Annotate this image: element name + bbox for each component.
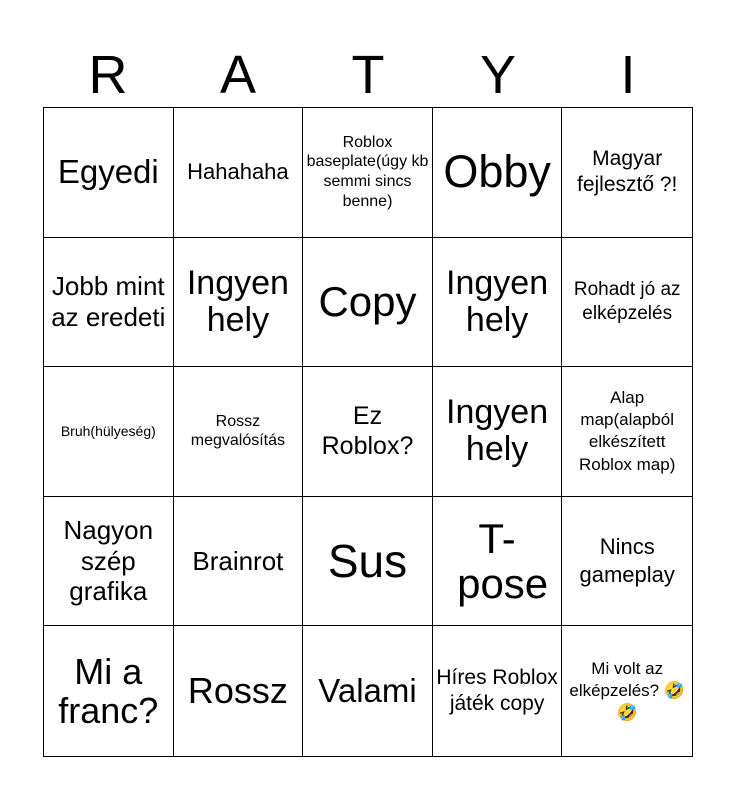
bingo-header (43, 40, 693, 110)
bingo-cell-r2c4[interactable] (433, 238, 563, 368)
cell-text: Magyar fejlesztő ?! (577, 147, 678, 197)
cell-text: Rossz (187, 670, 288, 712)
cell-text: Ingyen hely (446, 393, 549, 469)
header-letter-r: R (88, 45, 128, 105)
bingo-cell-r1c2[interactable] (174, 108, 304, 238)
cell-text: Roblox baseplate(úgy kb semmi sincs benne) (306, 133, 429, 211)
cell-text: Nagyon szép grafika (63, 515, 154, 607)
cell-text: Copy (318, 278, 417, 326)
bingo-cell-r3c2[interactable] (174, 367, 304, 497)
cell-text: Egyedi (57, 152, 159, 190)
cell-text: Jobb mint az eredeti (51, 271, 166, 332)
bingo-cell-r4c3[interactable] (303, 497, 433, 627)
cell-text: Híres Roblox játék copy (436, 666, 558, 716)
bingo-cell-r3c4[interactable] (433, 367, 563, 497)
bingo-cell-r2c5[interactable] (562, 238, 692, 368)
bingo-cell-r3c5[interactable] (562, 367, 692, 497)
bingo-cell-r1c1[interactable] (44, 108, 174, 238)
cell-text: Rohadt jó az elképzelés (573, 278, 681, 324)
cell-text: Ingyen hely (186, 263, 289, 339)
cell-text: Mi a franc? (58, 650, 159, 732)
cell-text: Valami (318, 671, 417, 709)
cell-text: Hahahaha (187, 159, 289, 185)
bingo-cell-r4c5[interactable] (562, 497, 692, 627)
header-letter-i: I (620, 45, 636, 105)
bingo-cell-r2c2[interactable] (174, 238, 304, 368)
bingo-cell-r4c2[interactable] (174, 497, 304, 627)
cell-text: T-pose (457, 514, 549, 608)
bingo-cell-r1c4[interactable] (433, 108, 563, 238)
cell-text: Brainrot (192, 545, 284, 576)
cell-text: Ez Roblox? (321, 402, 414, 461)
bingo-cell-r1c5[interactable] (562, 108, 692, 238)
bingo-cell-r4c4[interactable] (433, 497, 563, 627)
cell-text: Mi volt az elképzelés? 🤣🤣 (569, 659, 686, 723)
cell-text: Bruh(hülyeség) (60, 423, 156, 440)
cell-text: Obby (443, 146, 551, 198)
bingo-cell-r5c2[interactable] (174, 626, 304, 756)
bingo-cell-r5c5[interactable] (562, 626, 692, 756)
header-letter-a: A (219, 45, 257, 105)
bingo-cell-r1c3[interactable] (303, 108, 433, 238)
cell-text: Rossz megvalósítás (190, 412, 286, 450)
cell-text: Alap map(alapból elkészített Roblox map) (579, 388, 676, 474)
cell-text: Sus (327, 534, 408, 587)
bingo-cell-r5c1[interactable] (44, 626, 174, 756)
header-letter-y: Y (479, 45, 517, 105)
bingo-cell-r5c3[interactable] (303, 626, 433, 756)
bingo-cell-r3c1[interactable] (44, 367, 174, 497)
bingo-cell-r4c1[interactable] (44, 497, 174, 627)
cell-text: Ingyen hely (446, 263, 549, 339)
bingo-cell-r2c1[interactable] (44, 238, 174, 368)
cell-text: Nincs gameplay (579, 534, 675, 588)
bingo-cell-r3c3[interactable] (303, 367, 433, 497)
bingo-cell-r5c4[interactable] (433, 626, 563, 756)
header-letter-t: T (351, 45, 385, 105)
bingo-board (43, 107, 693, 757)
bingo-cell-r2c3[interactable] (303, 238, 433, 368)
